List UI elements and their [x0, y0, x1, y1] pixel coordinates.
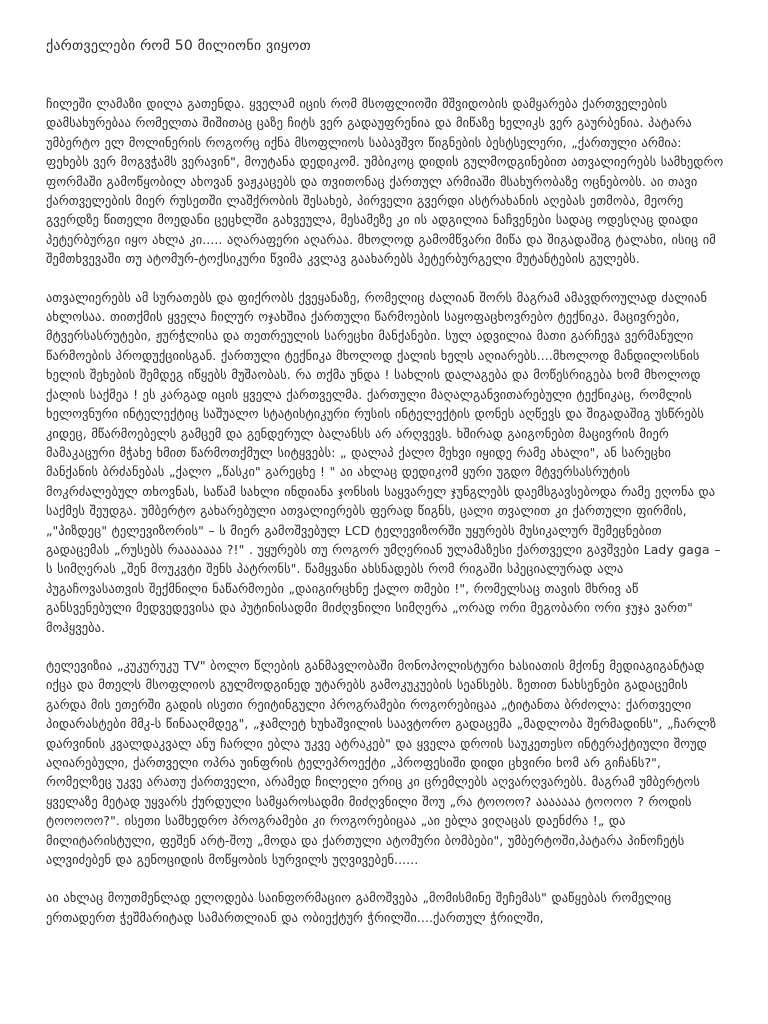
document-page	[46, 36, 726, 927]
paragraph-4: აი ახლაც მოუთმენლად ელოდება საინფორმაციო გამოშვება „მომისმინე შეჩემას" დაწყებას რომელიც ერთადერთ ჭეშმარიტად სამართლიან და ობიექტურ ჭრილში....ქართულ ჭრილში,	[46, 890, 672, 925]
document-title: ქართველები რომ 50 მილიონი ვიყოთ	[46, 38, 311, 54]
paragraph-3: ტელევიზია „კუკურუკუ TV" ბოლო წლების განმავლობაში მონოპოლისტური ხასიათის მქონე მედიაგიგანტად იქცა და მთელს მსოფლიოს გულმოდგინედ უტარებს გამოკუკუების სეანსებს. ზეთით ნახსენები გადაცემის გარდა მის ეთერში გადის ისეთი რეიტინგული პროგრამები როგორებიცაა „ტიტანთა ბრძოლა: ქართველი პიდარასტები მმკ-ს წინააღმდეგ", „ჯამლეტ ხუხაშვილის საავტორო გადაცემა „მადლობა შერმადინს", „ჩარლზ დარვინის კვალდაკვალ ანუ ჩარლი ებლა უკვე ატრაკებ" და ყველა დროის საუკეთესო ინტერაქტიული შოუდ აღიარებული, ქართველი ოპრა უინფრის ტელეპროექტი „პროფესიში დიდი ცხვირი ხომ არ გიჩანს?", რომელზეც უკვე არათუ ქართველი, არამედ ჩილელი ერიც კი ცრემლებს აღვარღვარებს. მაგრამ უმბერტოს ყველაზე მეტად უყვარს ქურდული სამყაროსადმი მიძღვნილი შოუ „რა ტოოოო? ააააააა ტოოოო ? როდის ტოოოოო?". ისეთი სამხედრო პროგრამები კი როგორებიცაა „აი ებლა ვიღაცას დაენძრა !„ და მილიტარისტული, ფეშენ არტ-შოუ „მოდა და ქართული ატომური ბომბები", უმბერტოში,პატარა პინოჩეტს ალვიძებენ და გენოციდის მოწყობის სურვილს უღვივებენ......	[46, 657, 717, 868]
paragraph-1: ჩილეში ლამაზი დილა გათენდა. ყველამ იცის რომ მსოფლიოში მშვიდობის დამყარება ქართველების დამსახურებაა რომელთა შიშითაც ცაზე ჩიტს ვერ გადაუფრენია და მიწაზე ხელიკს ვერ გაურბენია. პატარა უმბერტო ელ მოლინერის როგორც იქნა მსოფლიოს საბავშვო წიგნების ბესტსელერი, „ქართული არმია: ფეხებს ვერ მოგვჭამს ვერავინ", მოუტანა დედიკომ. უმბიკოც დიდის გულმოდგინებით ათვალიერებს სამხედრო ფორმაში გამოწყობილ ახოვან ვაჟკაცებს და თვითონაც ქართულ არმიაში მსახურობაზე ოცნებობს. აი თავი ქართველების მიერ რუსეთში ლაშქრობის შესახებ, პირველი გვერდი ასტრახანის აღებას ეთმობა, მეორე გვერდზე წითელი მოედანი ცეცხლში გახვეულა, მესამეზე კი ის ადგილია ნაჩვენები სადაც ოდესღაც დიადი პეტერბურგი იყო ახლა კი..... აღარაფერი აღარაა. მხოლოდ გამომწვარი მიწა და შიგადაშიგ ტალახი, ისიც იმ შემთხვევაში თუ ატომურ-ტოქსიკური წვიმა კვლავ გაახარებს პეტერბურგელი მუტანტების გულებს.	[46, 96, 724, 267]
paragraph-2: ათვალიერებს ამ სურათებს და ფიქრობს ქვეყანაზე, რომელიც ძალიან შორს მაგრამ ამავდროულად ძალიან ახლოსაა. თითქმის ყველა ჩილურ ოჯახშია ქართული წარმოების საყოფაცხოვრებო ტექნიკა. მაცივრები, მტვერსასრუტები, ჟურჭლისა და თეთრეულის სარეცხი მანქანები. სულ ადვილია მათი გარჩევა ვერმანული წარმოების პროდუქციისგან. ქართული ტექნიკა მხოლოდ ქალის ხელს აღიარებს....მხოლოდ მანდილოსნის ხელის შეხების შემდეგ იწყებს მუშაობას. რა თქმა უნდა ! სახლის დალაგება და მოწესრიგება ხომ მხოლოდ ქალის საქმეა ! ეს კარგად იცის ყველა ქართველმა. ქართული მაღალგანვითარებული ტექნიკაც, რომლის ხელოვნური ინტელექტიც საშუალო სტატისტიკური რუსის ინტელექტის დონეს აღწევს და შიგადაშიგ უსწრებს კიდეც, მწარმოებელს გამცემ და გენდერულ ბალანსს არ არღვევს. ხშირად გაიგონებთ მაცივრის მიერ მამაკაცური მჭახე ხმით წარმოთქმულ სიტყვებს: „ დალაპ ქალო მეხვი იყიდე რამე ახალი", ან სარეცხი მანქანის ბრძანებას „ქალო „წასკი" გარეცხე ! " აი ახლაც დედიკომ ყური უგდო მტვერსასრუტის მოკრძალებულ თხოვნას, საწამ სახლი ინდიანა ჯონსის საყვარელ ჯუნგლებს დაემსგავსებოდა რამე ეღონა და საქმეს შეუდგა. უმბერტო გახარებული ათვალიერებს ფერად წიგნს, ცალი თვალით კი ქართული ფირმის, „"პიზდეც" ტელევიზორის" – ს მიერ გამოშვებულ LCD ტელევიზორში უყურებს მუსიკალურ შემეცნებით გადაცემას „რუსებს რააააააა ?!" . უყურებს თუ როგორ უმღერიან ულამაზესი ქართველი გავშვები Lady gaga – ს სიმღერას „შენ მოუკვტი შენს პატრონს". წამყვანი ახსნადებს რომ რიგაში სპეციალურად ალა პუგაჩოვასათვის შექმნილი ნაწარმოები „დაიგირცხნე ქალო თმები !", რომელსაც თავის მხრივ აწ განსვენებული მედვედევისა და პუტინისადმი მიძღვნილი სიმღერა „ორად ორი მეგობარი ორი ჯუჯა ვართ" მოჰყვება.	[46, 289, 721, 635]
